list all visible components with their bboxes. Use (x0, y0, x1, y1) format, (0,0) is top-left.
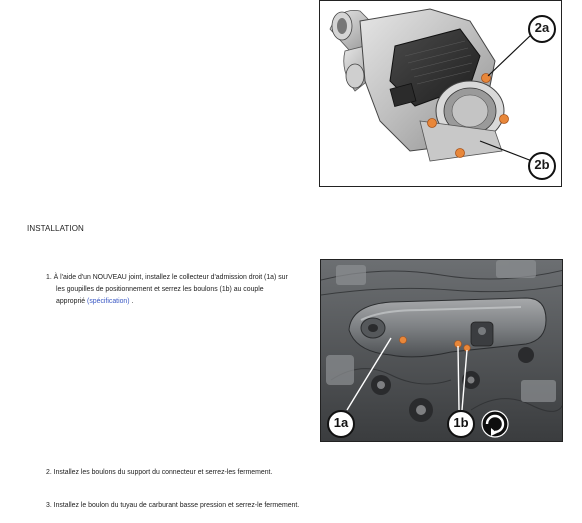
step-1-number: 1. (46, 274, 52, 281)
step-3-number: 3. (46, 502, 52, 509)
callout-2a-label: 2a (534, 20, 550, 35)
step-1 (46, 272, 311, 308)
torque-wrench-icon (482, 411, 508, 437)
throttle-body-illustration (320, 1, 562, 187)
step-1-line-3-end: . (131, 298, 134, 305)
step-1-line-3 (46, 296, 311, 308)
step-2-text: Installez les boulons du support du connecteur et serrez-les fermement. (53, 469, 273, 476)
step-3 (46, 502, 299, 509)
specification-link[interactable]: (spécification) (87, 298, 130, 305)
intake-manifold-photo (321, 260, 563, 442)
step-3-text: Installez le boulon du tuyau de carburant basse pression et serrez-le fermement. (53, 502, 300, 509)
step-1-line-3-text: approprié (56, 298, 86, 305)
callout-2b-label: 2b (534, 157, 550, 172)
step-1-line-2: les goupilles de positionnement et serrez les boulons (1b) au couple (56, 286, 264, 293)
throttle-body-figure (319, 0, 562, 187)
step-1-line-1: À l'aide d'un NOUVEAU joint, installez le collecteur d'admission droit (1a) sur (53, 274, 288, 281)
callout-1a-label: 1a (333, 415, 349, 430)
step-2 (46, 469, 272, 476)
section-heading: INSTALLATION (27, 224, 84, 233)
step-2-number: 2. (46, 469, 52, 476)
callout-1b-label: 1b (453, 415, 469, 430)
intake-manifold-figure (320, 259, 563, 442)
